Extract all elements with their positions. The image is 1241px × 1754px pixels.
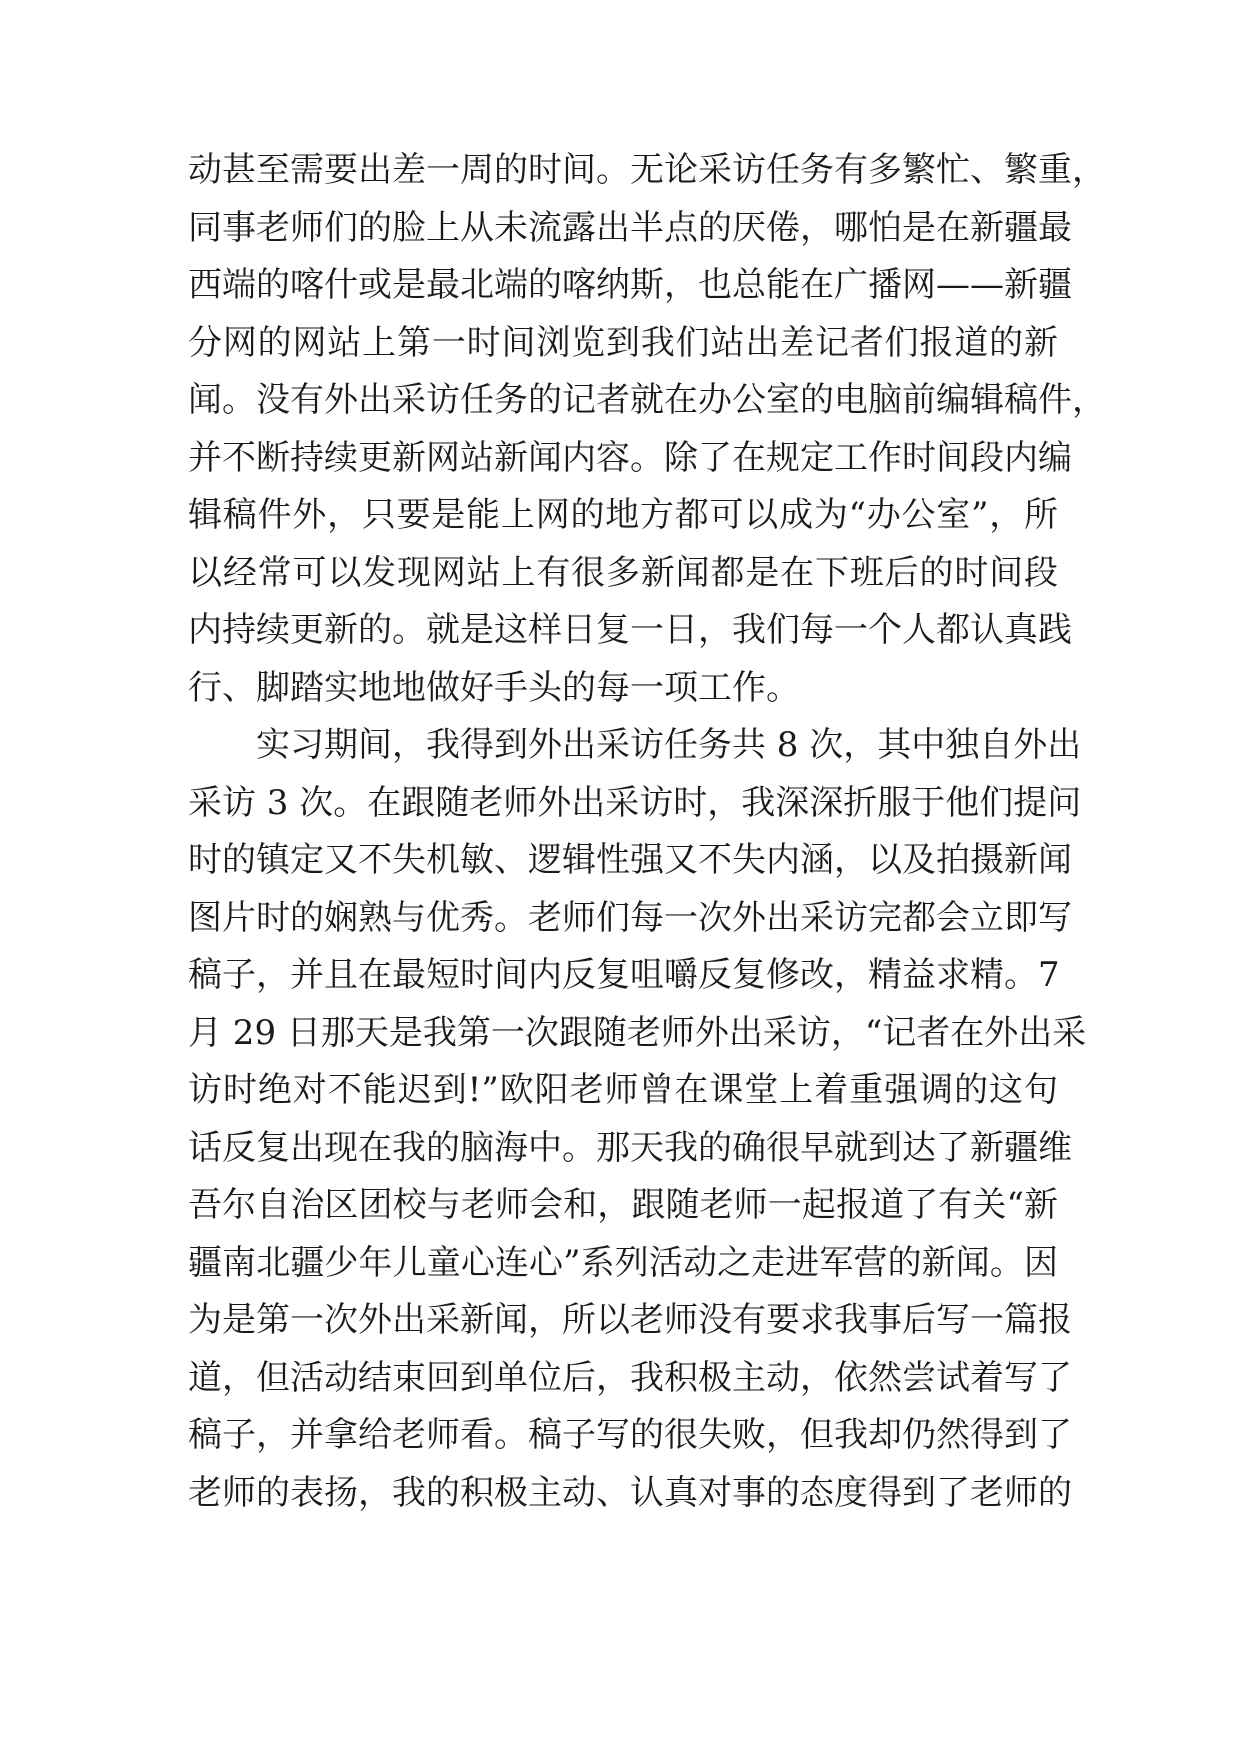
text-line: 动甚至需要出差一周的时间。无论采访任务有多繁忙、繁重， — [188, 150, 1106, 190]
text-line: 辑稿件外，只要是能上网的地方都可以成为“办公室”，所 — [188, 495, 1058, 535]
text-line: 稿子，并拿给老师看。稿子写的很失败，但我却仍然得到了 — [188, 1415, 1072, 1455]
text-line: 闻。没有外出采访任务的记者就在办公室的电脑前编辑稿件， — [188, 380, 1106, 420]
text-line: 采访 3 次。在跟随老师外出采访时，我深深折服于他们提问 — [188, 782, 1082, 823]
text-line: 西端的喀什或是最北端的喀纳斯，也总能在广播网——新疆 — [188, 265, 1072, 305]
text-line: 内持续更新的。就是这样日复一日，我们每一个人都认真践 — [188, 610, 1072, 650]
paragraph-2 — [188, 717, 1087, 1522]
text-line: 实习期间，我得到外出采访任务共 8 次，其中独自外出 — [256, 725, 1082, 765]
text-line: 图片时的娴熟与优秀。老师们每一次外出采访完都会立即写 — [188, 897, 1072, 938]
body-text — [188, 142, 1106, 1522]
text-line: 并不断持续更新网站新闻内容。除了在规定工作时间段内编 — [188, 437, 1072, 478]
text-line: 同事老师们的脸上从未流露出半点的厌倦，哪怕是在新疆最 — [188, 207, 1072, 248]
text-line: 老师的表扬，我的积极主动、认真对事的态度得到了老师的 — [188, 1472, 1072, 1513]
text-line: 行、脚踏实地地做好手头的每一项工作。 — [188, 667, 800, 708]
text-line: 疆南北疆少年儿童心连心”系列活动之走进军营的新闻。因 — [188, 1242, 1058, 1283]
text-line: 为是第一次外出采新闻，所以老师没有要求我事后写一篇报 — [188, 1300, 1072, 1340]
text-line: 分网的网站上第一时间浏览到我们站出差记者们报道的新 — [188, 322, 1058, 363]
text-line: 道，但活动结束回到单位后，我积极主动，依然尝试着写了 — [188, 1357, 1072, 1398]
text-line: 以经常可以发现网站上有很多新闻都是在下班后的时间段 — [188, 552, 1058, 593]
text-line: 吾尔自治区团校与老师会和，跟随老师一起报道了有关“新 — [188, 1185, 1058, 1225]
text-line: 话反复出现在我的脑海中。那天我的确很早就到达了新疆维 — [188, 1127, 1072, 1168]
text-line: 访时绝对不能迟到!”欧阳老师曾在课堂上着重强调的这句 — [188, 1070, 1058, 1110]
text-line: 月 29 日那天是我第一次跟随老师外出采访，“记者在外出采 — [188, 1012, 1087, 1053]
text-line: 时的镇定又不失机敏、逻辑性强又不失内涵，以及拍摄新闻 — [188, 840, 1072, 880]
paragraph-1 — [188, 142, 1106, 717]
text-line: 稿子，并且在最短时间内反复咀嚼反复修改，精益求精。7 — [188, 955, 1060, 995]
